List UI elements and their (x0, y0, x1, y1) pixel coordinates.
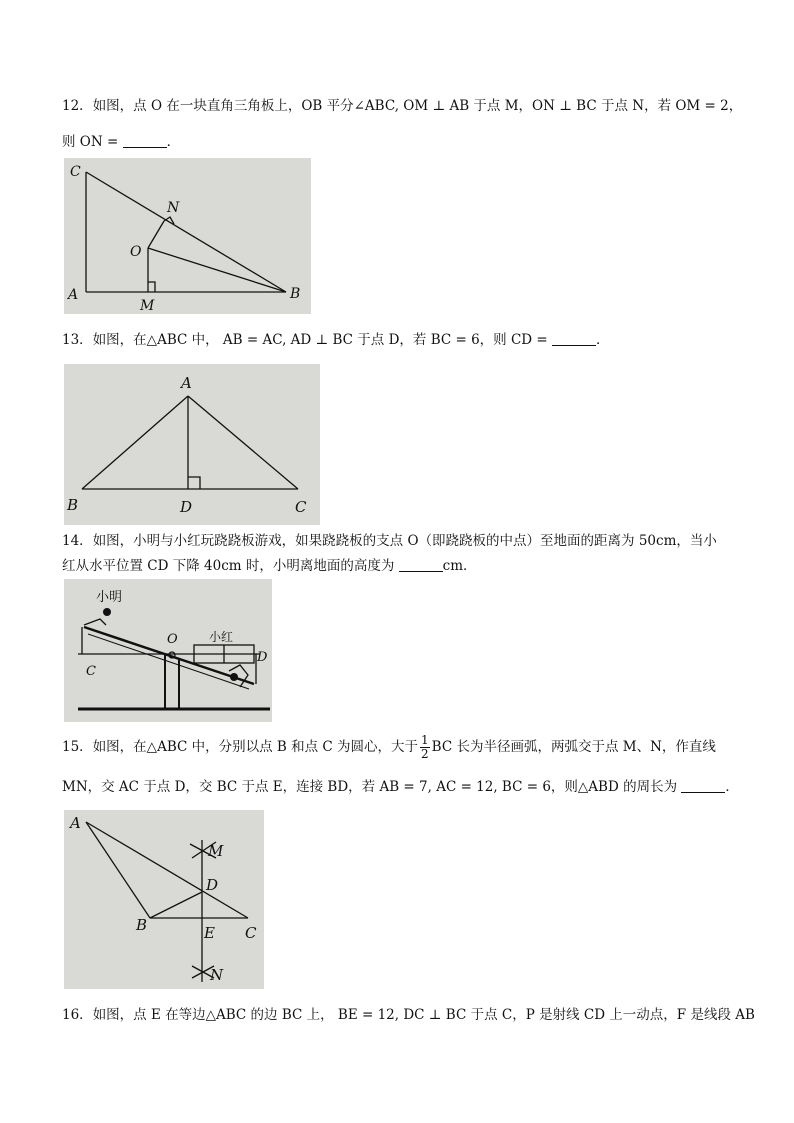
answer-blank[interactable] (123, 133, 167, 148)
fraction-one-half: $\frac{1}{2}$ (421, 733, 429, 761)
answer-blank[interactable] (552, 331, 596, 346)
label-A: A (68, 287, 79, 303)
person-head-icon (230, 673, 238, 681)
label-D: D (180, 498, 193, 516)
problem-text: 如图，小明与小红玩跷跷板游戏，如果跷跷板的支点 O（即跷跷板的中点）至地面的距离为 50cm，当小 (92, 533, 717, 549)
label-A: A (181, 374, 192, 392)
problem-13-line-1: 13．如图，在△ABC 中， AB = AC, AD ⊥ BC 于点 D，若 BC = 6，则 CD = ． (62, 332, 610, 348)
figure-14 (64, 579, 272, 722)
problem-text: 如图，在△ABC 中，分别以点 B 和点 C 为圆心，大于 (92, 739, 419, 755)
label-B: B (136, 916, 148, 934)
answer-blank[interactable] (399, 557, 443, 572)
figure-14-diagram (64, 579, 272, 722)
answer-blank[interactable] (681, 778, 725, 793)
figure-13 (64, 364, 320, 525)
problem-text: 如图，在△ABC 中， AB = AC, AD ⊥ BC 于点 D，若 BC = 6，则 CD = (92, 332, 548, 348)
label-C: C (245, 924, 257, 942)
label-C: C (295, 498, 307, 516)
problem-12-line-1 (62, 96, 742, 116)
person-head-icon (103, 608, 111, 616)
problem-15-line-1: 15．如图，在△ABC 中，分别以点 B 和点 C 为圆心，大于 $\frac{1}{2}$ BC 长为半径画弧，两弧交于点 M、N，作直线 (62, 733, 716, 761)
label-M: M (208, 842, 224, 860)
figure-12-diagram (64, 158, 311, 314)
label-B: B (67, 496, 79, 514)
problem-14-line-2: 红从水平位置 CD 下降 40cm 时，小明离地面的高度为 cm． (62, 558, 477, 574)
label-N: N (167, 200, 180, 216)
problem-text: BC 长为半径画弧，两弧交于点 M、N，作直线 (431, 739, 716, 755)
label-D: D (257, 650, 268, 665)
problem-text: 则 ON = (62, 134, 119, 150)
label-D: D (206, 876, 219, 894)
label-xiaohong: 小红 (209, 630, 234, 644)
figure-13-diagram (64, 364, 320, 525)
problem-16-line-1: 16．如图，点 E 在等边△ABC 的边 BC 上， BE = 12, DC ⊥ BC 于点 C，P 是射线 CD 上一动点，F 是线段 AB (62, 1007, 755, 1023)
label-O: O (130, 244, 142, 260)
label-xiaoming: 小明 (96, 590, 123, 605)
label-O: O (167, 632, 178, 647)
label-C: C (86, 664, 96, 679)
label-C: C (70, 164, 81, 180)
problem-text: 如图，点 E 在等边△ABC 的边 BC 上， BE = 12, DC ⊥ BC 于点 C，P 是射线 CD 上一动点，F 是线段 AB (92, 1007, 755, 1023)
problem-text: 如图，点 O 在一块直角三角板上，OB 平分∠ABC, OM ⊥ AB 于点 M，ON ⊥ BC 于点 N，若 OM = 2， (92, 98, 743, 114)
label-B: B (290, 286, 301, 302)
problem-number: 12． (62, 98, 93, 114)
problem-text: 红从水平位置 CD 下降 40cm 时，小明离地面的高度为 (62, 558, 395, 574)
problem-text: MN，交 AC 于点 D，交 BC 于点 E，连接 BD，若 AB = 7, AC = 12, BC = 6，则△ABD 的周长为 (62, 779, 678, 795)
figure-15 (64, 810, 264, 989)
figure-15-diagram (64, 810, 264, 989)
problem-15-line-2: MN，交 AC 于点 D，交 BC 于点 E，连接 BD，若 AB = 7, AC = 12, BC = 6，则△ABD 的周长为 ． (62, 779, 739, 795)
problem-14-line-1: 14．如图，小明与小红玩跷跷板游戏，如果跷跷板的支点 O（即跷跷板的中点）至地面的距离为 50cm，当小 (62, 533, 717, 549)
label-N: N (210, 966, 224, 984)
label-M: M (140, 298, 155, 314)
figure-12 (64, 158, 311, 314)
label-E: E (204, 924, 215, 942)
label-A: A (70, 814, 81, 832)
problem-12-line-2: 则 ON = ． (62, 134, 181, 150)
